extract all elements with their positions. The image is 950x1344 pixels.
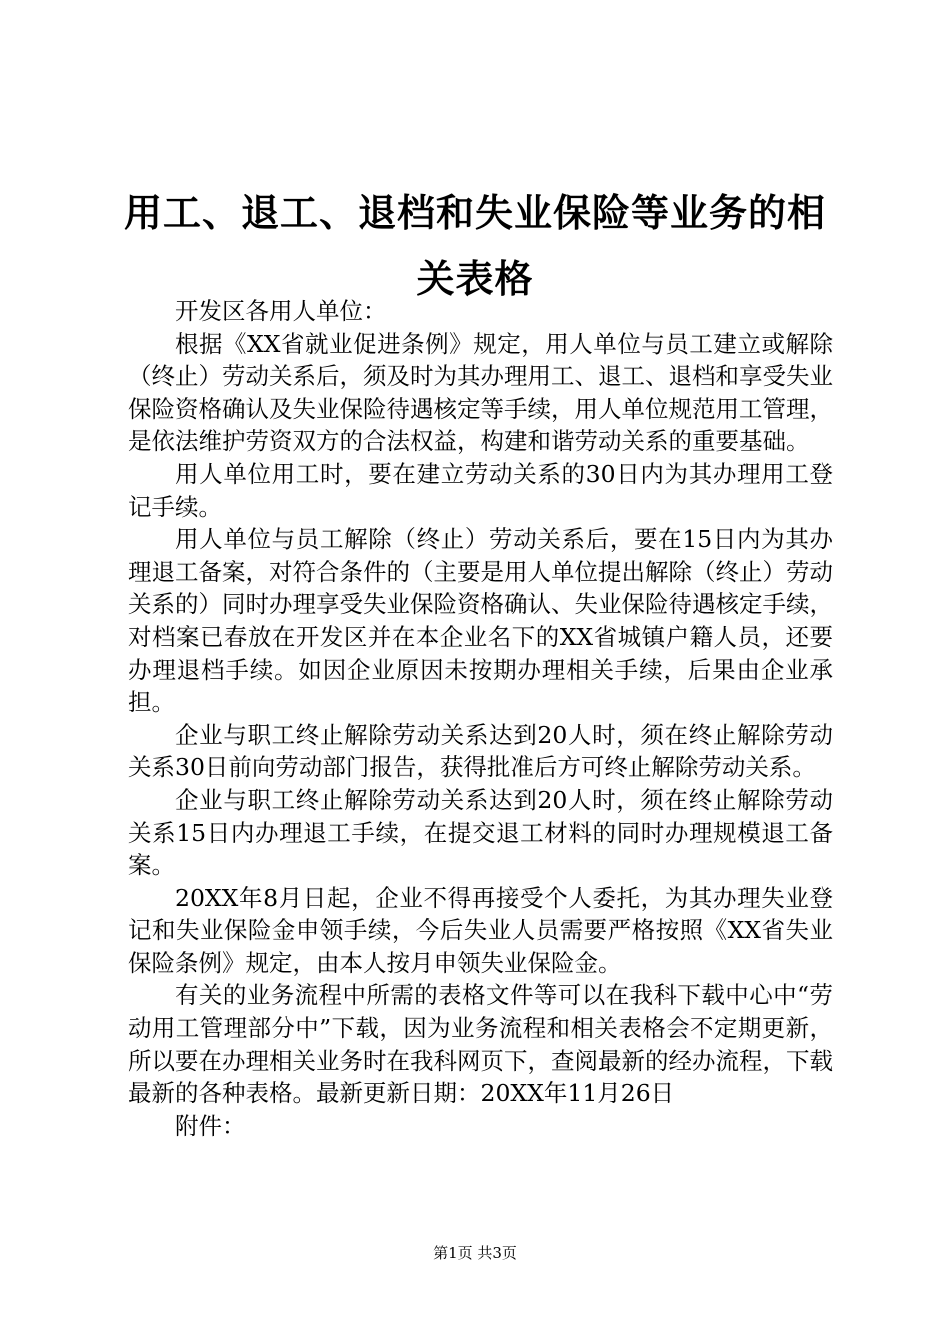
paragraph: 用人单位与员工解除（终止）劳动关系后，要在15日内为其办理退工备案，对符合条件的（主要是用人单位提出解除（终止）劳动关系的）同时办理享受失业保险资格确认、失业保险待遇核定手续，对档案已春放在开发区并在本企业名下的XX省城镇户籍人员，还要办理退档手续。如因企业原因未按期办理相关手续，后果由企业承担。 (128, 525, 833, 717)
paragraph: 企业与职工终止解除劳动关系达到20人时，须在终止解除劳动关系30日前向劳动部门报告，获得批准后方可终止解除劳动关系。 (128, 720, 833, 782)
paragraph: 企业与职工终止解除劳动关系达到20人时，须在终止解除劳动关系15日内办理退工手续，在提交退工材料的同时办理规模退工备案。 (128, 785, 833, 880)
paragraph: 20XX年8月日起，企业不得再接受个人委托，为其办理失业登记和失业保险金申领手续，今后失业人员需要严格按照《XX省失业保险条例》规定，由本人按月申领失业保险金。 (128, 883, 833, 977)
paragraph: 根据《XX省就业促进条例》规定，用人单位与员工建立或解除（终止）劳动关系后，须及时为其办理用工、退工、退档和享受失业保险资格确认及失业保险待遇核定等手续，用人单位规范用工管理，是依法维护劳资双方的合法权益，构建和谐劳动关系的重要基础。 (128, 329, 833, 456)
paragraph: 用人单位用工时，要在建立劳动关系的30日内为其办理用工登记手续。 (128, 459, 833, 521)
paragraph-salutation: 开发区各用人单位： (175, 297, 387, 325)
document-body (128, 295, 833, 1142)
paragraph: 有关的业务流程中所需的表格文件等可以在我科下载中心中“劳动用工管理部分中”下载，因为业务流程和相关表格会不定期更新，所以要在办理相关业务时在我科网页下，查阅最新的经办流程，下载最新的各种表格。最新更新日期：20XX年11月26日 (128, 981, 833, 1108)
paragraph-attachment: 附件： (175, 1111, 246, 1140)
document-title: 用工、退工、退档和失业保险等业务的相关表格 (123, 190, 826, 301)
page-footer: 第1页 共3页 (433, 1244, 517, 1262)
